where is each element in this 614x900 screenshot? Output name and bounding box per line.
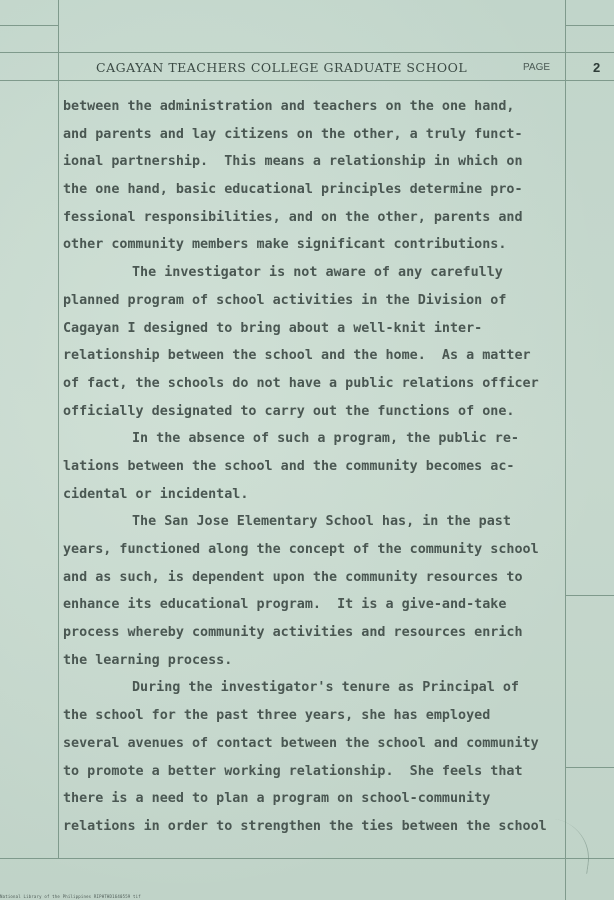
text-line: ional partnership. This means a relationship in which on: [63, 154, 523, 170]
text-line: and as such, is dependent upon the community resources to: [63, 569, 523, 585]
text-line: During the investigator's tenure as Principal of: [132, 680, 519, 696]
text-line: there is a need to plan a program on school-community: [63, 791, 491, 807]
text-line: the school for the past three years, she has employed: [63, 708, 491, 724]
right-margin-rule: [565, 0, 566, 900]
text-line: relations in order to strengthen the ties between the school: [63, 818, 547, 834]
text-line: of fact, the schools do not have a public relations officer: [63, 375, 539, 391]
text-line: several avenues of contact between the school and community: [63, 735, 539, 751]
right-margin-tick-1: [565, 25, 614, 26]
text-line: cidental or incidental.: [63, 486, 249, 502]
page-number: 2: [593, 60, 601, 75]
text-line: lations between the school and the community becomes ac-: [63, 458, 515, 474]
text-line: years, functioned along the concept of the community school: [63, 542, 539, 557]
left-margin-rule: [58, 0, 59, 858]
text-line: The San Jose Elementary School has, in the past: [132, 514, 511, 530]
body-text: [63, 93, 563, 841]
text-line: relationship between the school and the home. As a matter: [63, 348, 531, 364]
text-line: process whereby community activities and resources enrich: [63, 625, 523, 641]
bottom-rule: [0, 858, 614, 859]
text-line: enhance its educational program. It is a give-and-take: [63, 597, 507, 613]
top-left-tick: [0, 25, 58, 26]
text-line: The investigator is not aware of any carefully: [132, 265, 503, 281]
text-line: fessional responsibilities, and on the other, parents and: [63, 209, 523, 225]
text-line: other community members make significant contributions.: [63, 237, 507, 253]
text-line: and parents and lay citizens on the other, a truly funct-: [63, 126, 523, 142]
header-title: CAGAYAN TEACHERS COLLEGE GRADUATE SCHOOL: [96, 60, 468, 75]
pen-mark: [527, 816, 594, 874]
text-line: In the absence of such a program, the public re-: [132, 431, 519, 447]
header-underline-rule: [0, 80, 614, 81]
text-line: the learning process.: [63, 652, 233, 668]
page-label: PAGE: [523, 62, 551, 73]
text-line: between the administration and teachers on the one hand,: [63, 99, 515, 114]
footer-caption: National Library of the Philippines RIPHTHD1640559 tif: [0, 894, 141, 899]
text-line: Cagayan I designed to bring about a well-knit inter-: [63, 320, 483, 336]
text-line: planned program of school activities in the Division of: [63, 292, 507, 308]
text-line: to promote a better working relationship. She feels that: [63, 763, 523, 779]
text-line: the one hand, basic educational principles determine pro-: [63, 182, 523, 198]
right-margin-tick-2: [565, 595, 614, 596]
header-rule: [0, 52, 614, 53]
text-line: officially designated to carry out the functions of one.: [63, 403, 515, 419]
right-margin-tick-3: [565, 767, 614, 768]
